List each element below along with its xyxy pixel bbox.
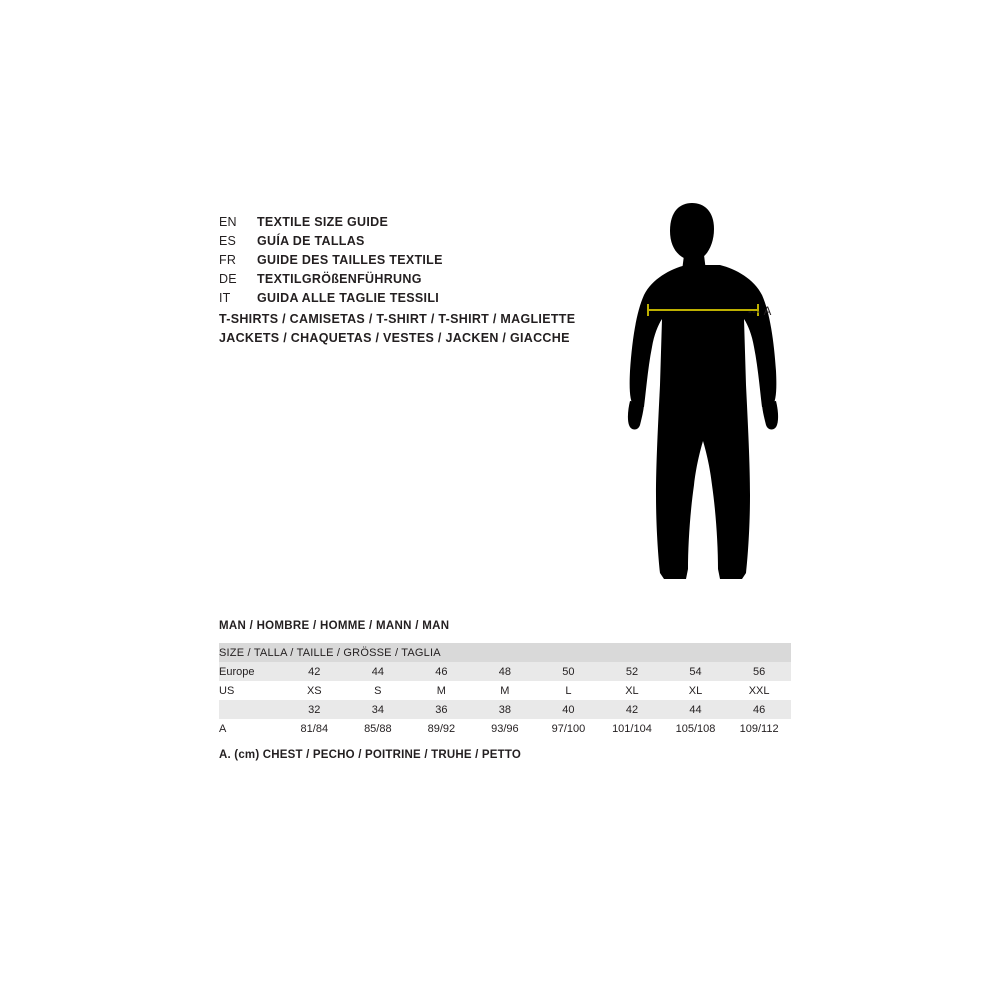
- cell-us-7: XXL: [727, 681, 791, 700]
- language-code-it: IT: [219, 291, 231, 305]
- cell-a-7: 109/112: [727, 719, 791, 738]
- cell-us-2: M: [410, 681, 474, 700]
- chest-measure-label: --- A: [748, 306, 772, 318]
- cell-numeric-7: 46: [727, 700, 791, 719]
- cell-a-5: 101/104: [600, 719, 664, 738]
- language-row-it: [219, 289, 599, 308]
- cell-europe-2: 46: [410, 662, 474, 681]
- cell-numeric-6: 44: [664, 700, 728, 719]
- male-silhouette-figure: [600, 195, 820, 615]
- cell-europe-0: 42: [283, 662, 347, 681]
- language-title-de: TEXTILGRÖßENFÜHRUNG: [257, 272, 422, 286]
- cell-europe-3: 48: [473, 662, 537, 681]
- language-row-en: [219, 213, 599, 232]
- row-label-numeric: [219, 700, 283, 719]
- table-header-row: [219, 643, 791, 662]
- cell-numeric-5: 42: [600, 700, 664, 719]
- table-group-label: MAN / HOMBRE / HOMME / MANN / MAN: [219, 620, 450, 632]
- row-label-a: A: [219, 719, 283, 738]
- cell-a-6: 105/108: [664, 719, 728, 738]
- cell-a-3: 93/96: [473, 719, 537, 738]
- table-row: [219, 719, 791, 738]
- row-label-europe: Europe: [219, 662, 283, 681]
- language-code-es: ES: [219, 234, 237, 248]
- cell-a-2: 89/92: [410, 719, 474, 738]
- table-row: [219, 681, 791, 700]
- language-title-fr: GUIDE DES TAILLES TEXTILE: [257, 253, 443, 267]
- cell-europe-5: 52: [600, 662, 664, 681]
- table-footnote: A. (cm) CHEST / PECHO / POITRINE / TRUHE / PETTO: [219, 749, 522, 761]
- cell-a-1: 85/88: [346, 719, 410, 738]
- cell-numeric-3: 38: [473, 700, 537, 719]
- language-code-de: DE: [219, 272, 237, 286]
- cell-a-0: 81/84: [283, 719, 347, 738]
- language-row-fr: [219, 251, 599, 270]
- cell-us-6: XL: [664, 681, 728, 700]
- cell-us-4: L: [537, 681, 601, 700]
- size-table: [219, 643, 791, 738]
- garment-category-list: [219, 310, 575, 348]
- cell-us-1: S: [346, 681, 410, 700]
- cell-us-3: M: [473, 681, 537, 700]
- cell-numeric-1: 34: [346, 700, 410, 719]
- cell-europe-6: 54: [664, 662, 728, 681]
- cell-europe-4: 50: [537, 662, 601, 681]
- language-code-fr: FR: [219, 253, 237, 267]
- language-row-es: [219, 232, 599, 251]
- table-row: [219, 700, 791, 719]
- row-label-us: US: [219, 681, 283, 700]
- garment-line-jackets: JACKETS / CHAQUETAS / VESTES / JACKEN / GIACCHE: [219, 331, 570, 345]
- cell-a-4: 97/100: [537, 719, 601, 738]
- silhouette-svg: [600, 195, 820, 615]
- table-row: [219, 662, 791, 681]
- language-title-it: GUIDA ALLE TAGLIE TESSILI: [257, 291, 440, 305]
- language-title-es: GUÍA DE TALLAS: [257, 234, 365, 248]
- cell-numeric-4: 40: [537, 700, 601, 719]
- table-header-label: SIZE / TALLA / TAILLE / GRÖSSE / TAGLIA: [219, 646, 441, 659]
- cell-us-5: XL: [600, 681, 664, 700]
- language-row-de: [219, 270, 599, 289]
- cell-numeric-2: 36: [410, 700, 474, 719]
- cell-europe-1: 44: [346, 662, 410, 681]
- cell-us-0: XS: [283, 681, 347, 700]
- language-title-en: TEXTILE SIZE GUIDE: [257, 215, 389, 229]
- language-list: [219, 213, 599, 308]
- language-code-en: EN: [219, 215, 237, 229]
- garment-line-tshirts: T-SHIRTS / CAMISETAS / T-SHIRT / T-SHIRT / MAGLIETTE: [219, 312, 576, 326]
- cell-europe-7: 56: [727, 662, 791, 681]
- cell-numeric-0: 32: [283, 700, 347, 719]
